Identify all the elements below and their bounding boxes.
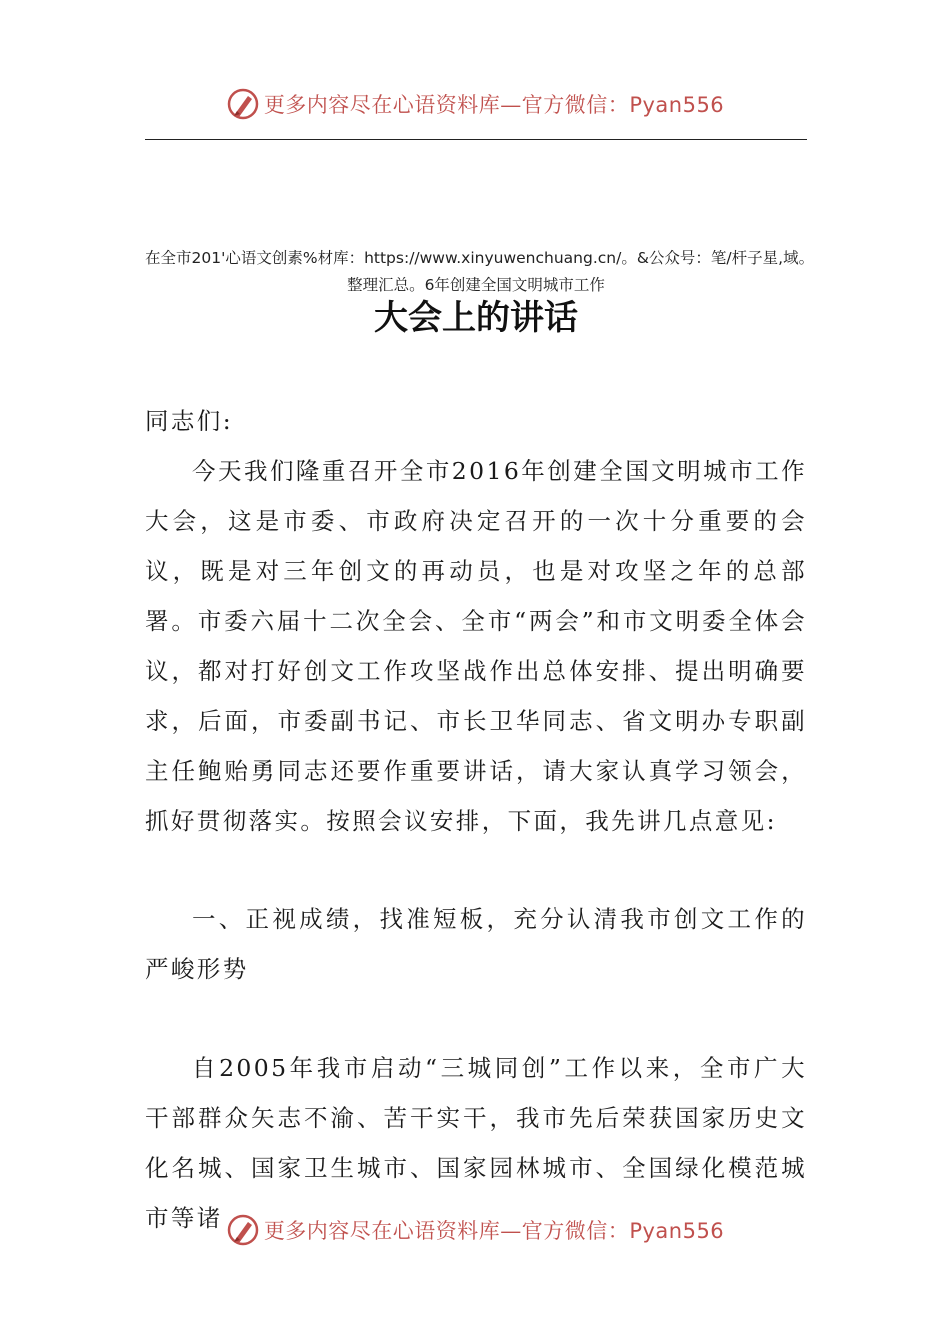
document-title: 大会上的讲话 [374, 298, 578, 338]
subtitle-line-2: 整理汇总。6年创建全国文明城市工作 [347, 276, 605, 294]
watermark-footer [0, 1208, 950, 1252]
header-rule [145, 139, 807, 140]
pen-nib-circle-icon [226, 87, 260, 121]
watermark-header [0, 82, 950, 126]
paragraph-2: 自2005年我市启动“三城同创”工作以来，全市广大干部群众矢志不渝、苦干实干，我市先后荣获国家历史文化名城、国家卫生城市、国家园林城市、全国绿化模范城市等诸 [145, 1054, 807, 1232]
pen-nib-circle-icon [226, 1213, 260, 1247]
greeting: 同志们: [145, 407, 234, 435]
watermark-text: 更多内容尽在心语资料库—官方微信：Pyan556 [263, 93, 725, 117]
document-subtitle [145, 245, 815, 299]
subtitle-line-1: 在全市201'心语文创素%材库：https://www.xinyuwenchuang.cn/。&公众号：笔/杆子星,域。 [145, 249, 815, 267]
section-heading-1: 一、正视成绩，找准短板，充分认清我市创文工作的严峻形势 [145, 905, 807, 983]
watermark-text: 更多内容尽在心语资料库—官方微信：Pyan556 [263, 1219, 725, 1243]
paragraph-1: 今天我们隆重召开全市2016年创建全国文明城市工作大会，这是市委、市政府决定召开的一次十分重要的会议，既是对三年创文的再动员，也是对攻坚之年的总部署。市委六届十二次全会、全市“两会”和市文明委全体会议，都对打好创文工作攻坚战作出总体安排、提出明确要求，后面，市委副书记、市长卫华同志、省文明办专职副主任鲍贻勇同志还要作重要讲话，请大家认真学习领会，抓好贯彻落实。按照会议安排，下面，我先讲几点意见: [145, 457, 807, 835]
